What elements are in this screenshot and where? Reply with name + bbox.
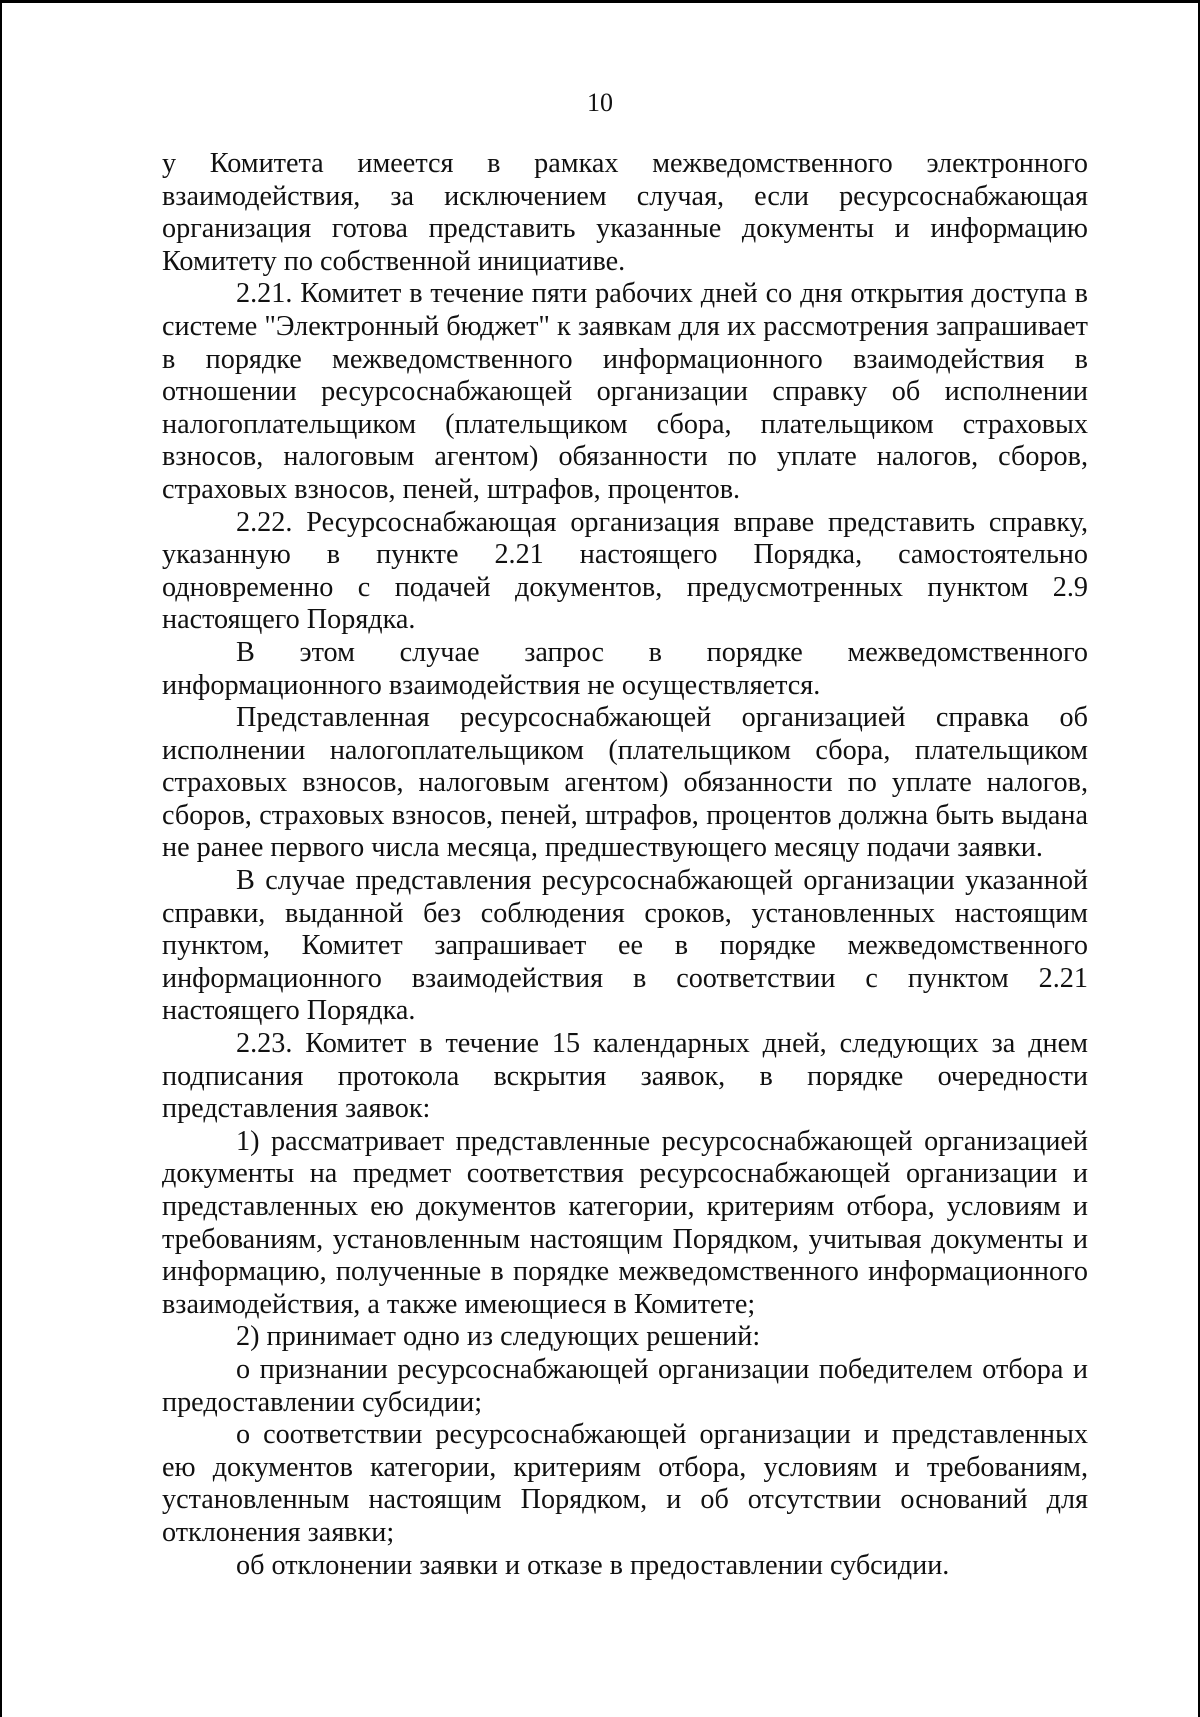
decision-compliance: о соответствии ресурсоснабжающей организации и представленных ею документов категории, критериям отбора, условиям и требованиям, установленным настоящим Порядком, и об отсутствии оснований для отклонения заявки; [162,1419,1088,1548]
paragraph-2-21: 2.21. Комитет в течение пяти рабочих дней со дня открытия доступа в системе "Электронный бюджет" к заявкам для их рассмотрения запрашивает в порядке межведомственного информационного взаимодействия в отношении ресурсоснабжающей организации справку об исполнении налогоплательщиком (плательщиком сбора, плательщиком страховых взносов, налоговым агентом) обязанности по уплате налогов, сборов, страховых взносов, пеней, штрафов, процентов. [162,278,1088,505]
decision-rejection: об отклонении заявки и отказе в предоставлении субсидии. [236,1549,950,1581]
document-body [162,148,1088,1582]
scan-edge-left [0,0,2,1717]
list-item-1: 1) рассматривает представленные ресурсоснабжающей организацией документы на предмет соответствия ресурсоснабжающей организации и представленных ею документов категории, критериям отбора, условиям и требованиям, установленным настоящим Порядком, учитывая документы и информацию, полученные в порядке межведомственного информационного взаимодействия, а также имеющиеся в Комитете; [162,1125,1088,1320]
list-item-2: 2) принимает одно из следующих решений: [236,1321,761,1353]
paragraph-no-request: В этом случае запрос в порядке межведомственного информационного взаимодействия не осуществляется. [162,636,1088,701]
paragraph-continuation: у Комитета имеется в рамках межведомственного электронного взаимодействия, за исключением случая, если ресурсоснабжающая организация готова представить указанные документы и информацию Комитету по собственной инициативе. [162,148,1088,277]
paragraph-2-22: 2.22. Ресурсоснабжающая организация вправе представить справку, указанную в пункте 2.21 настоящего Порядка, самостоятельно одновременно с подачей документов, предусмотренных пунктом 2.9 настоящего Порядка. [162,506,1088,636]
scan-edge-top [0,0,1200,3]
page-number: 10 [587,88,613,117]
paragraph-certificate-validity: Представленная ресурсоснабжающей организацией справка об исполнении налогоплательщиком (плательщиком сбора, плательщиком страховых взносов, налоговым агентом) обязанности по уплате налогов, сборов, страховых взносов, пеней, штрафов, процентов должна быть выдана не ранее первого числа месяца, предшествующего месяцу подачи заявки. [162,702,1088,864]
paragraph-2-23: 2.23. Комитет в течение 15 календарных дней, следующих за днем подписания протокола вскрытия заявок, в порядке очередности представления заявок: [162,1028,1088,1125]
decision-winner: о признании ресурсоснабжающей организации победителем отбора и предоставлении субсидии; [162,1353,1088,1418]
paragraph-late-certificate: В случае представления ресурсоснабжающей организации указанной справки, выданной без соблюдения сроков, установленных настоящим пунктом, Комитет запрашивает ее в порядке межведомственного информационного взаимодействия в соответствии с пунктом 2.21 настоящего Порядка. [162,865,1088,1027]
